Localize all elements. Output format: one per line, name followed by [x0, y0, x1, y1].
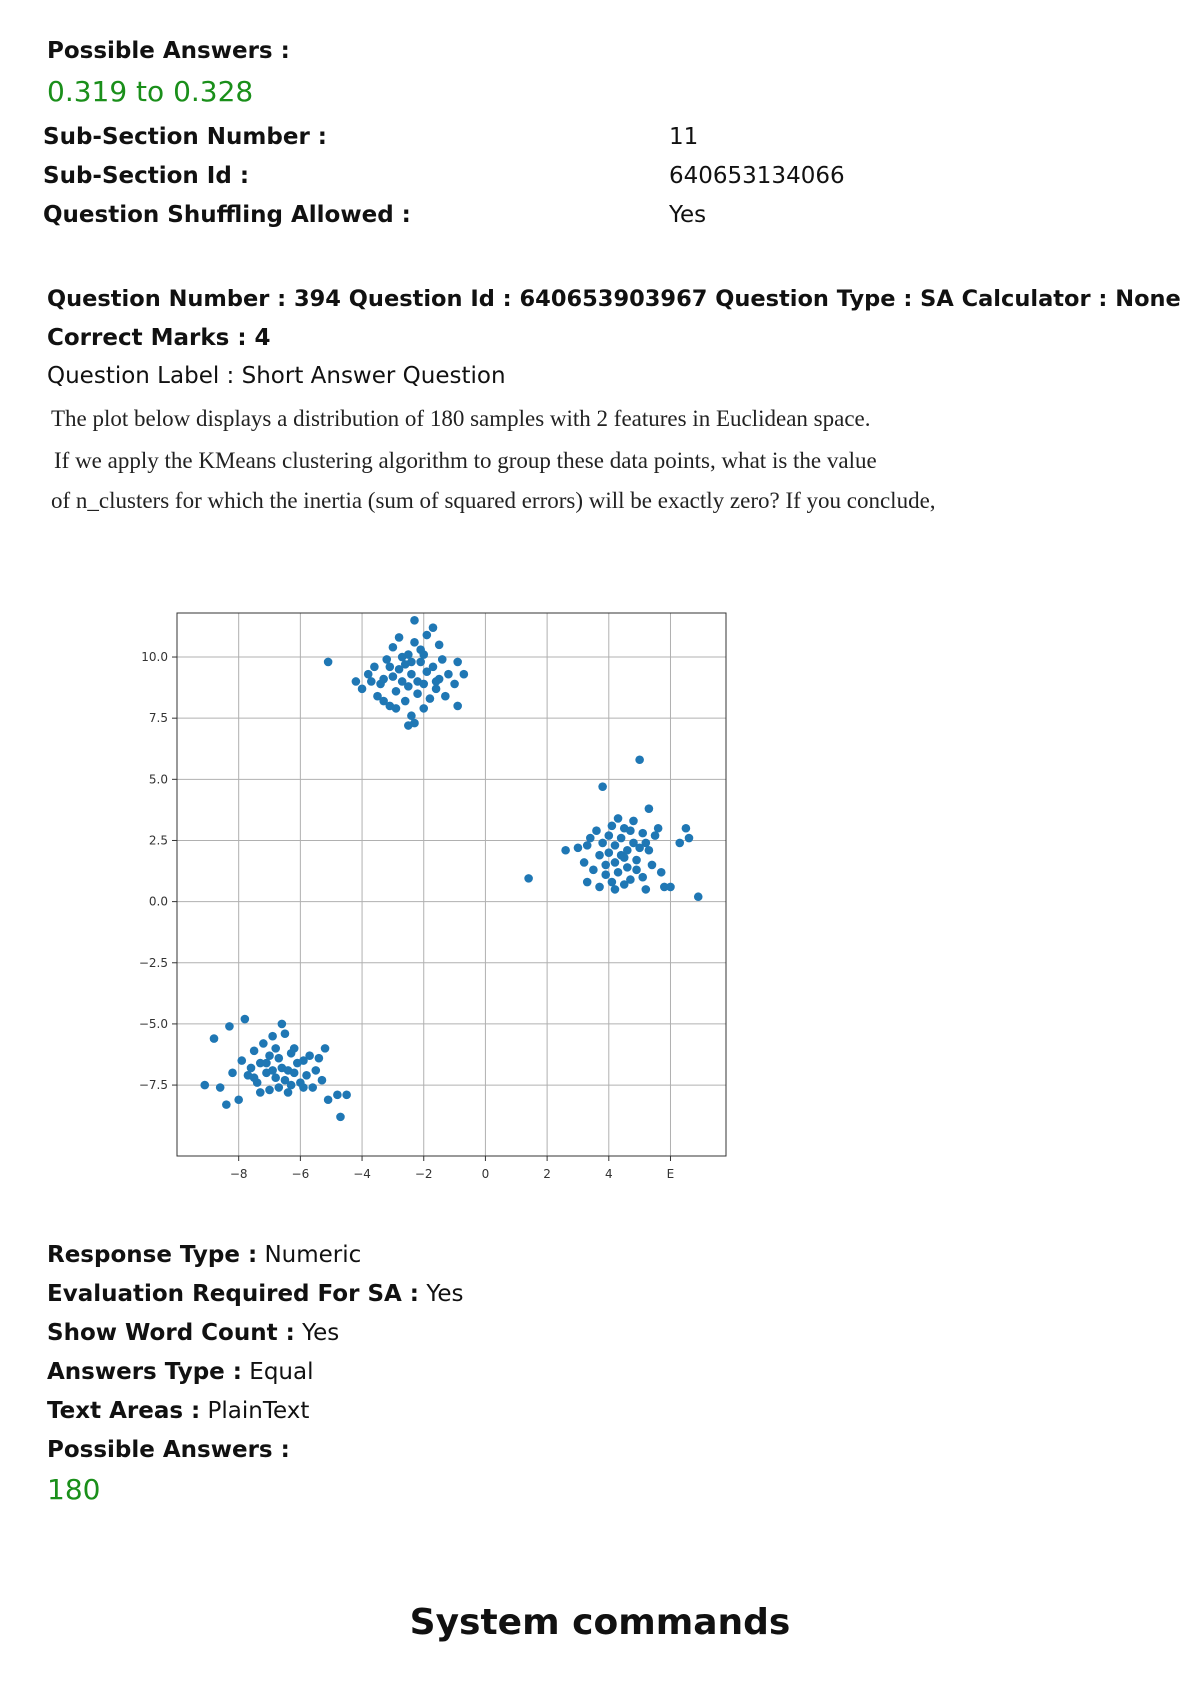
- subsection-number-label: Sub-Section Number :: [43, 124, 328, 150]
- correct-marks: Correct Marks : 4: [47, 325, 271, 351]
- data-point: [308, 1083, 317, 1092]
- data-point: [324, 658, 333, 667]
- data-point: [617, 834, 626, 843]
- data-points: [200, 616, 702, 1121]
- y-tick-label: 5.0: [148, 772, 168, 787]
- question-text-line-1: The plot below displays a distribution of 180 samples with 2 features in Euclidean space.: [51, 406, 871, 431]
- data-point: [432, 677, 441, 686]
- data-point: [333, 1091, 342, 1100]
- data-point: [398, 653, 407, 662]
- data-point: [237, 1056, 246, 1065]
- x-tick-label: −2: [414, 1167, 433, 1181]
- data-point: [426, 694, 435, 703]
- x-axis-ticks: [230, 1156, 674, 1181]
- data-point: [290, 1069, 299, 1078]
- data-point: [318, 1076, 327, 1085]
- data-point: [608, 878, 617, 887]
- data-point: [654, 824, 663, 833]
- data-point: [604, 831, 613, 840]
- data-point: [262, 1059, 271, 1068]
- data-point: [404, 682, 413, 691]
- show-word-count-label: Show Word Count :: [47, 1320, 295, 1346]
- question-label-key: Question Label :: [47, 363, 235, 389]
- data-point: [324, 1095, 333, 1104]
- data-point: [574, 844, 583, 853]
- data-point: [225, 1022, 234, 1031]
- data-point: [645, 804, 654, 813]
- plot-frame: [177, 613, 726, 1156]
- data-point: [392, 687, 401, 696]
- question-shuffling-value: Yes: [669, 202, 707, 228]
- data-point: [407, 658, 416, 667]
- data-point: [561, 846, 570, 855]
- y-tick-label: −5.0: [138, 1016, 168, 1031]
- data-point: [358, 685, 367, 694]
- response-type-label: Response Type :: [47, 1242, 258, 1268]
- data-point: [284, 1088, 293, 1097]
- data-point: [321, 1044, 330, 1053]
- data-point: [595, 851, 604, 860]
- response-type-value: Numeric: [264, 1242, 362, 1268]
- question-text-line-2: If we apply the KMeans clustering algorithm to group these data points, what is the value: [54, 448, 877, 473]
- data-point: [216, 1083, 225, 1092]
- data-point: [315, 1054, 324, 1063]
- data-point: [274, 1054, 283, 1063]
- data-point: [410, 638, 419, 647]
- data-point: [460, 670, 469, 679]
- x-tick-label: E: [666, 1167, 675, 1181]
- data-point: [614, 814, 623, 823]
- data-point: [595, 883, 604, 892]
- data-point: [256, 1088, 265, 1097]
- data-point: [604, 848, 613, 857]
- data-point: [367, 677, 376, 686]
- data-point: [611, 841, 620, 850]
- data-point: [423, 631, 432, 640]
- show-word-count-value: Yes: [302, 1320, 340, 1346]
- data-point: [450, 680, 459, 689]
- data-point: [247, 1064, 256, 1073]
- question-label: [47, 363, 506, 389]
- data-point: [278, 1020, 287, 1029]
- answers-type-value: Equal: [249, 1359, 314, 1385]
- data-point: [583, 841, 592, 850]
- y-tick-label: 10.0: [141, 650, 168, 665]
- data-point: [200, 1081, 209, 1090]
- data-point: [453, 658, 462, 667]
- data-point: [271, 1073, 280, 1082]
- data-point: [444, 670, 453, 679]
- data-point: [274, 1083, 283, 1092]
- data-point: [271, 1044, 280, 1053]
- x-tick-label: 0: [481, 1167, 490, 1181]
- data-point: [645, 846, 654, 855]
- data-point: [611, 885, 620, 894]
- data-point: [265, 1051, 274, 1060]
- data-point: [441, 692, 450, 701]
- data-point: [580, 858, 589, 867]
- x-tick-label: −6: [291, 1167, 310, 1181]
- possible-answers-value-top: 0.319 to 0.328: [47, 75, 254, 108]
- data-point: [435, 640, 444, 649]
- data-point: [290, 1044, 299, 1053]
- data-point: [598, 782, 607, 791]
- data-point: [241, 1015, 250, 1024]
- data-point: [265, 1086, 274, 1095]
- plot-grid: [177, 613, 726, 1156]
- x-tick-label: 4: [604, 1167, 613, 1181]
- data-point: [583, 878, 592, 887]
- data-point: [281, 1029, 290, 1038]
- data-point: [614, 868, 623, 877]
- data-point: [389, 643, 398, 652]
- data-point: [352, 677, 361, 686]
- data-point: [407, 670, 416, 679]
- data-point: [682, 824, 691, 833]
- data-point: [407, 711, 416, 720]
- data-point: [311, 1066, 320, 1075]
- data-point: [635, 755, 644, 764]
- data-point: [638, 829, 647, 838]
- data-point: [429, 623, 438, 632]
- show-word-count: [47, 1320, 339, 1346]
- data-point: [651, 831, 660, 840]
- data-point: [287, 1081, 296, 1090]
- data-point: [392, 704, 401, 713]
- data-point: [608, 821, 617, 830]
- y-tick-label: −2.5: [138, 955, 168, 970]
- data-point: [638, 873, 647, 882]
- data-point: [642, 885, 651, 894]
- data-point: [234, 1095, 243, 1104]
- data-point: [623, 846, 632, 855]
- question-label-value: Short Answer Question: [241, 363, 506, 389]
- y-tick-label: −7.5: [138, 1078, 168, 1093]
- possible-answers-value: 180: [47, 1473, 101, 1506]
- data-point: [589, 866, 598, 875]
- question-header: Question Number : 394 Question Id : 640653903967 Question Type : SA Calculator : None: [47, 286, 1181, 312]
- data-point: [250, 1047, 259, 1056]
- data-point: [401, 697, 410, 706]
- text-areas: [47, 1398, 309, 1424]
- data-point: [601, 861, 610, 870]
- data-point: [370, 663, 379, 672]
- answers-type-label: Answers Type :: [47, 1359, 242, 1385]
- data-point: [389, 672, 398, 681]
- y-axis-ticks: [139, 650, 177, 1092]
- answers-type: [47, 1359, 314, 1385]
- text-areas-label: Text Areas :: [47, 1398, 201, 1424]
- data-point: [419, 704, 428, 713]
- data-point: [601, 870, 610, 879]
- data-point: [379, 697, 388, 706]
- data-point: [611, 858, 620, 867]
- y-tick-label: 0.0: [148, 894, 168, 909]
- data-point: [586, 834, 595, 843]
- y-tick-label: 7.5: [148, 711, 168, 726]
- data-point: [675, 839, 684, 848]
- data-point: [210, 1034, 219, 1043]
- data-point: [685, 834, 694, 843]
- data-point: [222, 1100, 231, 1109]
- data-point: [429, 663, 438, 672]
- data-point: [648, 861, 657, 870]
- data-point: [382, 655, 391, 664]
- x-tick-label: 2: [543, 1167, 551, 1181]
- data-point: [336, 1113, 345, 1122]
- data-point: [379, 675, 388, 684]
- data-point: [395, 633, 404, 642]
- section-heading: System commands: [409, 1602, 791, 1643]
- question-text-line-3: of n_clusters for which the inertia (sum of squared errors) will be exactly zero? If you conclude,: [51, 488, 936, 513]
- evaluation-required: [47, 1281, 463, 1307]
- data-point: [626, 875, 635, 884]
- data-point: [453, 702, 462, 711]
- data-point: [598, 839, 607, 848]
- text-areas-value: PlainText: [207, 1398, 310, 1424]
- data-point: [632, 856, 641, 865]
- data-point: [416, 658, 425, 667]
- data-point: [410, 616, 419, 625]
- possible-answers-label-top: Possible Answers :: [47, 38, 290, 64]
- subsection-number-value: 11: [669, 124, 699, 150]
- data-point: [413, 689, 422, 698]
- x-tick-label: −4: [353, 1167, 371, 1181]
- data-point: [302, 1071, 311, 1080]
- subsection-id-label: Sub-Section Id :: [43, 163, 250, 189]
- data-point: [228, 1069, 237, 1078]
- data-point: [620, 853, 629, 862]
- data-point: [299, 1083, 308, 1092]
- y-tick-label: 2.5: [148, 833, 168, 848]
- data-point: [623, 863, 632, 872]
- scatter-plot: [120, 600, 760, 1200]
- data-point: [268, 1032, 277, 1041]
- data-point: [419, 680, 428, 689]
- evaluation-required-label: Evaluation Required For SA :: [47, 1281, 420, 1307]
- subsection-id-value: 640653134066: [669, 163, 845, 189]
- question-shuffling-label: Question Shuffling Allowed :: [43, 202, 411, 228]
- possible-answers-label: Possible Answers :: [47, 1437, 290, 1463]
- data-point: [268, 1066, 277, 1075]
- data-point: [666, 883, 675, 892]
- data-point: [364, 670, 373, 679]
- data-point: [694, 892, 703, 901]
- data-point: [629, 817, 638, 826]
- data-point: [592, 826, 601, 835]
- evaluation-required-value: Yes: [426, 1281, 464, 1307]
- x-tick-label: −8: [229, 1167, 248, 1181]
- data-point: [250, 1073, 259, 1082]
- data-point: [259, 1039, 268, 1048]
- data-point: [626, 826, 635, 835]
- data-point: [432, 685, 441, 694]
- data-point: [305, 1051, 314, 1060]
- data-point: [657, 868, 666, 877]
- data-point: [410, 719, 419, 728]
- data-point: [642, 839, 651, 848]
- data-point: [632, 866, 641, 875]
- data-point: [419, 650, 428, 659]
- data-point: [438, 655, 447, 664]
- data-point: [342, 1091, 351, 1100]
- response-type: [47, 1242, 361, 1268]
- data-point: [386, 663, 395, 672]
- data-point: [524, 874, 533, 883]
